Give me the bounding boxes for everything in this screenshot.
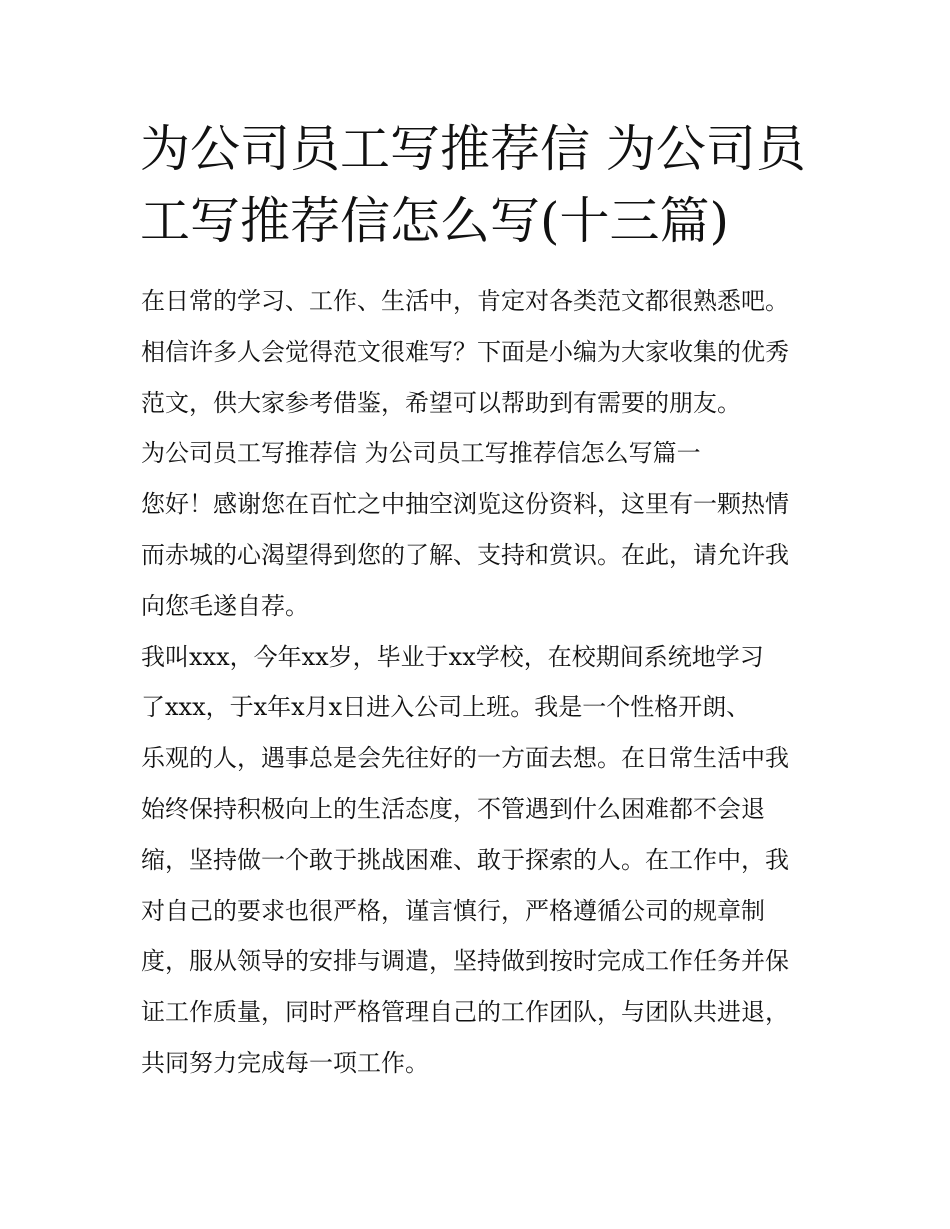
document-body xyxy=(141,276,821,1089)
paragraph-line-9: 共同努力完成每一项工作。 xyxy=(141,1048,429,1077)
title-line-1: 为公司员工写推荐信 为公司员 xyxy=(140,120,806,178)
greeting-line-2: 而赤城的心渴望得到您的了解、支持和赏识。在此，请允许我 xyxy=(141,540,789,569)
section-heading: 为公司员工写推荐信 为公司员工写推荐信怎么写篇一 xyxy=(141,439,701,468)
greeting-line-1: 您好！感谢您在百忙之中抽空浏览这份资料，这里有一颗热情 xyxy=(141,490,789,519)
paragraph-line-4: 始终保持积极向上的生活态度，不管遇到什么困难都不会退 xyxy=(141,794,765,823)
paragraph-line-1: 我叫xxx，今年xx岁，毕业于xx学校，在校期间系统地学习 xyxy=(141,642,764,671)
paragraph-line-3: 乐观的人，遇事总是会先往好的一方面去想。在日常生活中我 xyxy=(141,744,789,773)
paragraph-line-6: 对自己的要求也很严格，谨言慎行，严格遵循公司的规章制 xyxy=(141,896,765,925)
title-line-2: 工写推荐信怎么写(十三篇) xyxy=(140,192,730,250)
paragraph-line-2: 了xxx，于x年x月x日进入公司上班。我是一个性格开朗、 xyxy=(141,693,751,722)
document-title xyxy=(140,113,820,257)
paragraph-line-7: 度，服从领导的安排与调遣，坚持做到按时完成工作任务并保 xyxy=(141,947,789,976)
intro-line-3: 范文，供大家参考借鉴，希望可以帮助到有需要的朋友。 xyxy=(141,388,741,417)
intro-line-1: 在日常的学习、工作、生活中，肯定对各类范文都很熟悉吧。 xyxy=(141,287,789,315)
greeting-line-3: 向您毛遂自荐。 xyxy=(141,591,309,620)
intro-line-2: 相信许多人会觉得范文很难写？下面是小编为大家收集的优秀 xyxy=(141,337,789,366)
paragraph-line-8: 证工作质量，同时严格管理自己的工作团队，与团队共进退， xyxy=(141,998,789,1027)
paragraph-line-5: 缩，坚持做一个敢于挑战困难、敢于探索的人。在工作中，我 xyxy=(141,845,789,874)
